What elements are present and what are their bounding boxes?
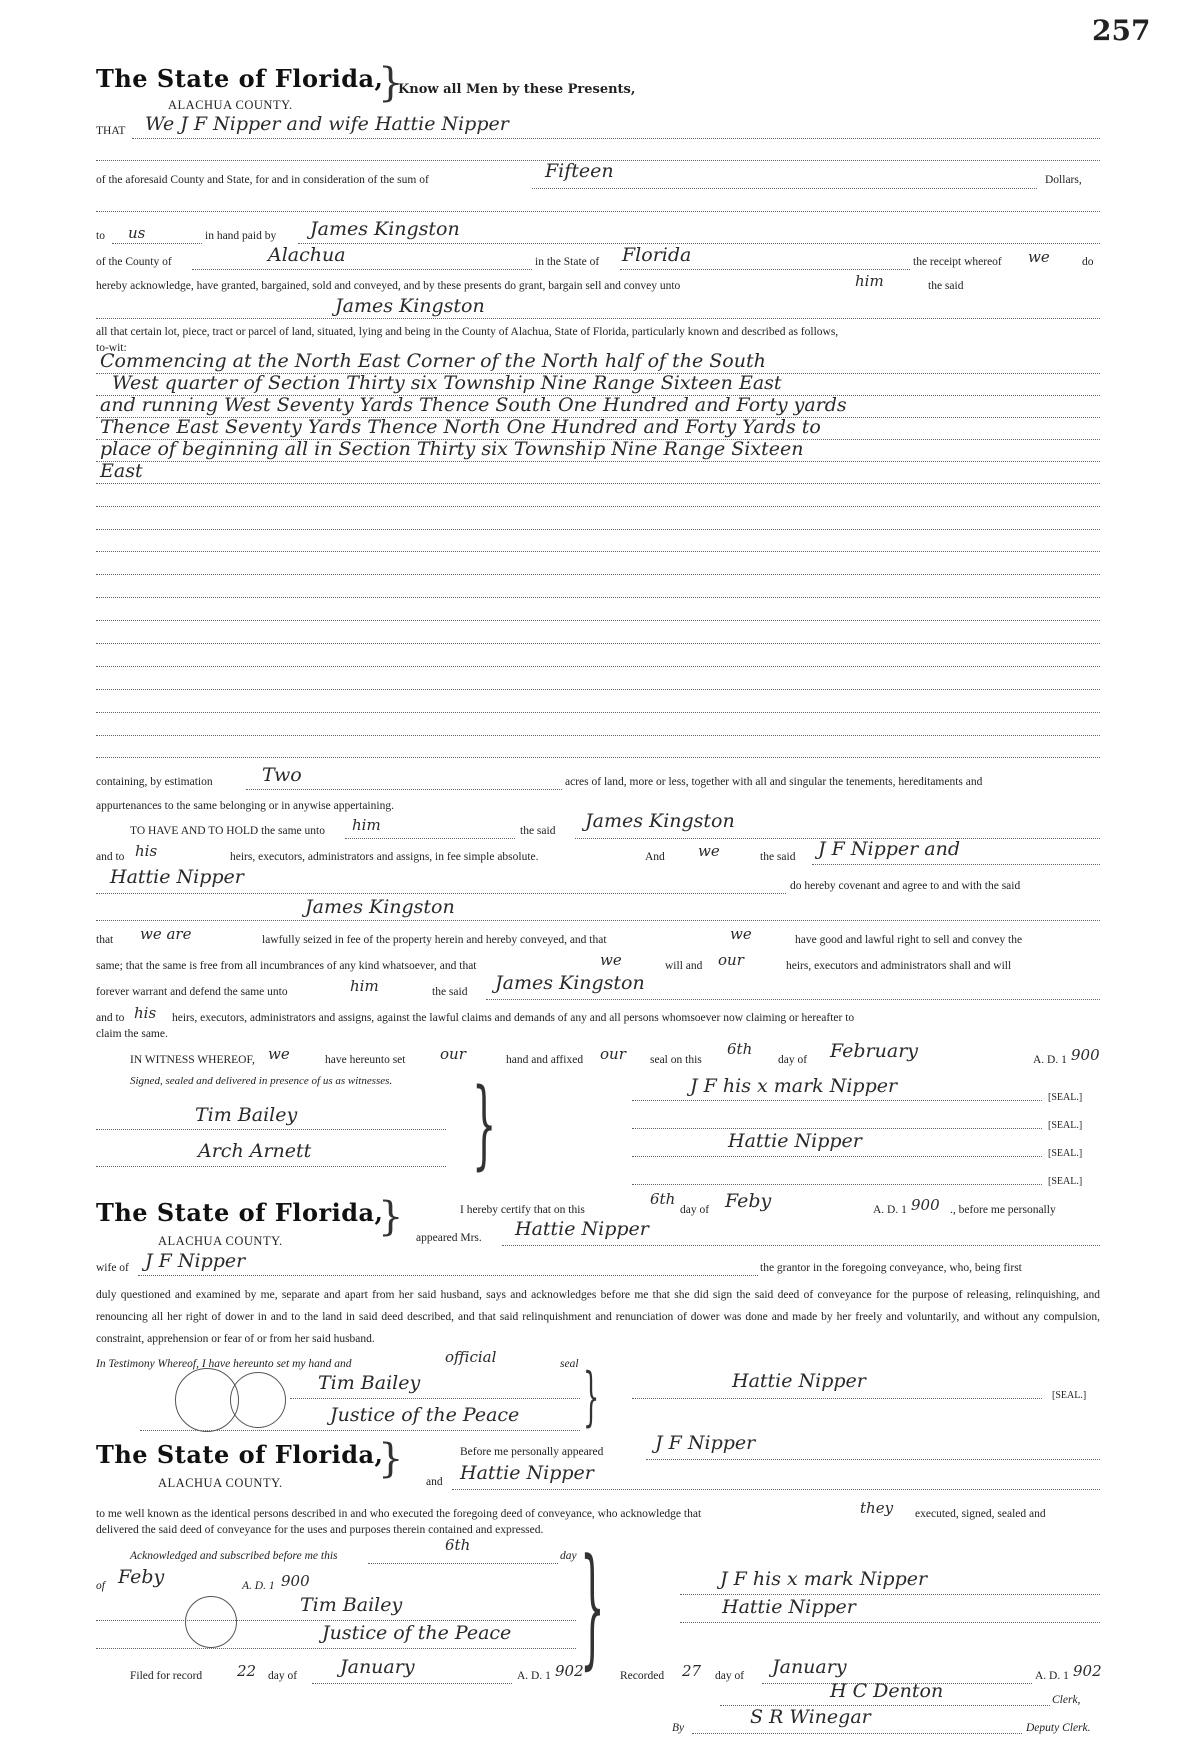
and-label: And [645,851,665,863]
the-said-label: the said [928,280,964,292]
that-2-label: that [96,934,114,946]
appurtenances-label: appurtenances to the same belonging or in anywise appertaining. [96,800,394,812]
containing-label: containing, by estimation [96,776,213,788]
ack-officer-1: Tim Bailey [318,1372,421,1394]
to-wit-label: to-wit: [96,342,127,354]
ack-before-label: ., before me personally [950,1204,1056,1216]
covenantors-2: Hattie Nipper [110,866,244,888]
covenantor-line [812,864,1100,865]
witness-brace: } [472,1068,497,1180]
witness-2: Arch Arnett [198,1140,312,1162]
covenantor-line-2 [96,893,786,894]
county-label: ALACHUA COUNTY. [158,1234,283,1248]
have-grantee-value: James Kingston [585,810,735,832]
description-line: Commencing at the North East Corner of the North half of the South [100,350,766,372]
acknowledge-label: hereby acknowledge, have granted, bargained, sold and conveyed, and by these presents do grant, bargain sell and convey unto [96,280,681,292]
blank-line [96,712,1100,713]
filed-ad-label: A. D. 1 [517,1670,551,1682]
covenant-with-value: James Kingston [305,896,455,918]
p3-month-value: Feby [118,1566,165,1588]
description-line: Thence East Seventy Yards Thence North One Hundred and Forty Yards to [100,416,821,438]
blank-line [96,551,1100,552]
p3-body-b: executed, signed, sealed and [915,1508,1046,1520]
blank-line [96,211,1100,212]
county-of-label: of the County of [96,256,172,268]
blank-line [96,666,1100,667]
county-label: ALACHUA COUNTY. [158,1476,283,1490]
witness-line [96,1129,446,1130]
blank-line [96,689,1100,690]
ack-seal-label: seal [560,1358,579,1370]
recorded-label: Recorded [620,1670,665,1682]
said-4-label: the said [432,986,468,998]
p3-name1-value: J F Nipper [655,1432,756,1454]
witness-month-value: February [830,1040,919,1062]
to-line [112,243,202,244]
before-appeared-label: Before me personally appeared [460,1446,604,1458]
p3-officer-line [96,1620,576,1621]
ad-label: A. D. 1 [1033,1054,1067,1066]
state-of-label: in the State of [535,256,600,268]
signature-line [632,1184,1042,1185]
certify-label: I hereby certify that on this [460,1204,585,1216]
filed-month-line [312,1683,512,1684]
grantor-label: the grantor in the foregoing conveyance, who, being first [760,1262,1022,1274]
by-label: By [672,1722,685,1734]
ack-ad-label: A. D. 1 [873,1204,907,1216]
state-line [620,269,910,270]
ack-husband-value: J F Nipper [145,1250,246,1272]
officer-brace: } [583,1360,600,1434]
rec-year-value: 902 [1073,1662,1102,1680]
ack-signature: Hattie Nipper [732,1370,866,1392]
p3-signature-1: J F his x mark Nipper [720,1568,928,1590]
witness-1: Tim Bailey [195,1104,298,1126]
blank-line [96,529,1100,530]
ack-day-value: 6th [650,1190,676,1208]
deputy-name: S R Winegar [750,1706,871,1728]
and-to-2-label: and to [96,1012,125,1024]
acres-value: Two [262,764,302,786]
blank-line [96,574,1100,575]
blank-line [96,597,1100,598]
defend-grantee-line [486,999,1100,1000]
p3-ackd-label: Acknowledged and subscribed before me this [130,1550,338,1562]
rec-day-of-label: day of [715,1670,745,1682]
wife-of-label: wife of [96,1262,129,1274]
against-label: heirs, executors, administrators and assigns, against the lawful claims and demands of any and all persons whomsoever now claiming or hereafter to [172,1012,855,1024]
have-unto-value: him [352,816,381,834]
will-and-label: will and [665,960,703,972]
description-line: and running West Seventy Yards Thence South One Hundred and Forty yards [100,394,847,416]
county-line [192,269,532,270]
covenant-label: do hereby covenant and agree to and with the said [790,880,1021,892]
grantors-line [132,138,1100,139]
filed-day-of-label: day of [268,1670,298,1682]
rec-day-value: 27 [682,1662,702,1680]
p3-name1-line [646,1459,1100,1460]
ack-seal-label-2: [SEAL.] [1052,1390,1087,1401]
seal-label: [SEAL.] [1048,1176,1083,1187]
clerk-label: Clerk, [1052,1694,1081,1706]
payer-county: Alachua [268,244,346,266]
ack-month-value: Feby [725,1190,772,1212]
witness-line [96,1166,446,1167]
will-who-value: we [600,951,622,969]
hereunto-label: have hereunto set [325,1054,406,1066]
signature-line [632,1100,1042,1101]
grantors-value: We J F Nipper and wife Hattie Nipper [145,113,509,135]
p3-officer-line [96,1648,576,1649]
p3-day-line [368,1563,558,1564]
signed-label: Signed, sealed and delivered in presence of us as witnesses. [130,1075,393,1087]
filed-label: Filed for record [130,1670,203,1682]
ack-mrs-value: Hattie Nipper [515,1218,649,1240]
p3-they-value: they [860,1499,894,1517]
p3-body-c: delivered the said deed of conveyance for the uses and purposes therein contained and expressed. [96,1524,544,1536]
page-number: 257 [1092,14,1151,47]
state-title: The State of Florida, [96,64,384,93]
heirs-whose-value: his [135,842,158,860]
heirs-our-value: our [718,951,744,969]
covenantors-1: J F Nipper and [818,838,960,860]
rec-month-value: January [772,1656,847,1678]
header-brace: } [378,60,404,106]
state-title: The State of Florida, [96,1198,384,1227]
sum-value: Fifteen [545,160,614,182]
seal-label: [SEAL.] [1048,1148,1083,1159]
p3-name2-line [452,1489,1100,1490]
witness-who-value: we [268,1045,290,1063]
and-to-label: and to [96,851,125,863]
receipt-label: the receipt whereof [913,256,1002,268]
notary-seal [185,1596,237,1648]
covenant-with-line [96,920,1100,921]
p3-day-label: day [560,1550,577,1562]
section2-brace: } [378,1194,404,1240]
receipt-value: we [1028,248,1050,266]
that-label: THAT [96,125,126,137]
and-who-value: we [698,842,720,860]
p3-day-value: 6th [445,1536,471,1554]
notary-seal [230,1372,286,1428]
witness-year-value: 900 [1071,1046,1100,1064]
ack-official-value: official [445,1348,497,1366]
husband-line [138,1275,758,1276]
p3-and-label: and [426,1476,443,1488]
good-right-label: have good and lawful right to sell and convey the [795,934,1023,946]
ack-year-value: 900 [911,1196,940,1214]
seal-label: [SEAL.] [1048,1120,1083,1131]
ack-signature-line [632,1398,1042,1399]
in-hand-label: in hand paid by [205,230,277,242]
acres-line [246,789,562,790]
p3-signature-2: Hattie Nipper [722,1596,856,1618]
said-3-label: the said [760,851,796,863]
do-label: do [1082,256,1094,268]
ack-body: duly questioned and examined by me, separate and apart from her said husband, says and acknowledges before me that she did sign the said deed of conveyance for the purpose of releasing, relinquishing, and renouncing all her right of dower in and to the land in said deed described, and that said relinquishment and renunciation of dower was done and made by her freely and voluntarily, and without any compulsion, constraint, apprehension or fear of or from her said husband. [96,1289,1100,1345]
description-line: East [100,460,143,482]
to-value: us [128,224,146,242]
filed-year-value: 902 [555,1662,584,1680]
heirs-his-2-value: his [134,1004,157,1022]
have-said-label: the said [520,825,556,837]
p3-brace: } [580,1530,605,1682]
hand-our-value: our [440,1045,466,1063]
defend-grantee-value: James Kingston [495,972,645,994]
witness-label: IN WITNESS WHEREOF, [130,1054,255,1066]
to-have-label: TO HAVE AND TO HOLD the same unto [130,825,325,837]
dollars-label: Dollars, [1045,174,1082,186]
acres-label: acres of land, more or less, together with all and singular the tenements, hereditaments and [565,776,983,788]
desc-line [96,461,1100,462]
officer-line [140,1430,580,1431]
seal-our-value: our [600,1045,626,1063]
p3-officer-2: Justice of the Peace [322,1622,512,1644]
p3-body-a: to me well known as the identical persons described in and who executed the foregoing deed of conveyance, who acknowledge that [96,1508,702,1520]
signature-2: Hattie Nipper [728,1130,862,1152]
have-line [345,838,515,839]
blank-line [96,757,1100,758]
day-of-label: day of [778,1054,808,1066]
county-label: ALACHUA COUNTY. [168,98,293,112]
defend-unto-value: him [350,977,379,995]
to-label: to [96,230,105,242]
payer-line [298,243,1100,244]
section3-brace: } [378,1436,404,1482]
seized-who-value: we are [140,925,192,943]
p3-year-value: 900 [281,1572,310,1590]
desc-line [96,483,1100,484]
description-line: West quarter of Section Thirty six Township Nine Range Sixteen East [112,372,782,394]
seal-label: [SEAL.] [1048,1092,1083,1103]
heirs-shall-label: heirs, executors and administrators shall and will [786,960,1012,972]
ack-day-of-label: day of [680,1204,710,1216]
appeared-label: appeared Mrs. [416,1232,482,1244]
signature-1: J F his x mark Nipper [690,1075,898,1097]
blank-line [96,620,1100,621]
deputy-line [692,1733,1022,1734]
heirs-exec-label: heirs, executors, administrators and assigns, in fee simple absolute. [230,851,539,863]
mrs-line [502,1245,1100,1246]
lot-label: all that certain lot, piece, tract or parcel of land, situated, lying and being in the County of Alachua, State of Florida, particularly known and described as follows, [96,326,839,338]
grantee-value: James Kingston [335,295,485,317]
clerk-name: H C Denton [830,1680,944,1702]
payer-value: James Kingston [310,218,460,240]
signature-line [632,1156,1042,1157]
filed-month-value: January [340,1656,415,1678]
ack-officer-2: Justice of the Peace [330,1404,520,1426]
same-label: same; that the same is free from all incumbrances of any kind whatsoever, and that [96,960,477,972]
blank-line [96,735,1100,736]
testimony-label: In Testimony Whereof, I have hereunto set my hand and [96,1358,352,1370]
lawfully-label: lawfully seized in fee of the property herein and hereby conveyed, and that [262,934,607,946]
consideration-label: of the aforesaid County and State, for and in consideration of the sum of [96,174,429,186]
p3-name2-value: Hattie Nipper [460,1462,594,1484]
witness-day-value: 6th [727,1040,753,1058]
p3-of-label: of [96,1580,105,1592]
p3-officer-1: Tim Bailey [300,1594,403,1616]
description-line: place of beginning all in Section Thirty six Township Nine Range Sixteen [100,438,804,460]
state-title: The State of Florida, [96,1440,384,1469]
signature-line [632,1128,1042,1129]
sum-line [532,188,1037,189]
convey-to-value: him [855,272,884,290]
blank-line [96,643,1100,644]
p3-signature-line [680,1594,1100,1595]
p3-ad-label: A. D. 1 [242,1580,275,1592]
claim-label: claim the same. [96,1028,168,1040]
p3-signature-line [680,1622,1100,1623]
filed-day-value: 22 [237,1662,257,1680]
grantee-line [96,318,1100,319]
forever-label: forever warrant and defend the same unto [96,986,288,998]
deputy-label: Deputy Clerk. [1026,1722,1091,1734]
blank-line [96,506,1100,507]
rec-ad-label: A. D. 1 [1035,1670,1069,1682]
hand-affixed-label: hand and affixed [506,1054,584,1066]
seal-on-label: seal on this [650,1054,702,1066]
know-all-men: Know all Men by these Presents, [398,82,636,97]
officer-line [290,1398,580,1399]
good-who-value: we [730,925,752,943]
payer-state: Florida [622,244,692,266]
